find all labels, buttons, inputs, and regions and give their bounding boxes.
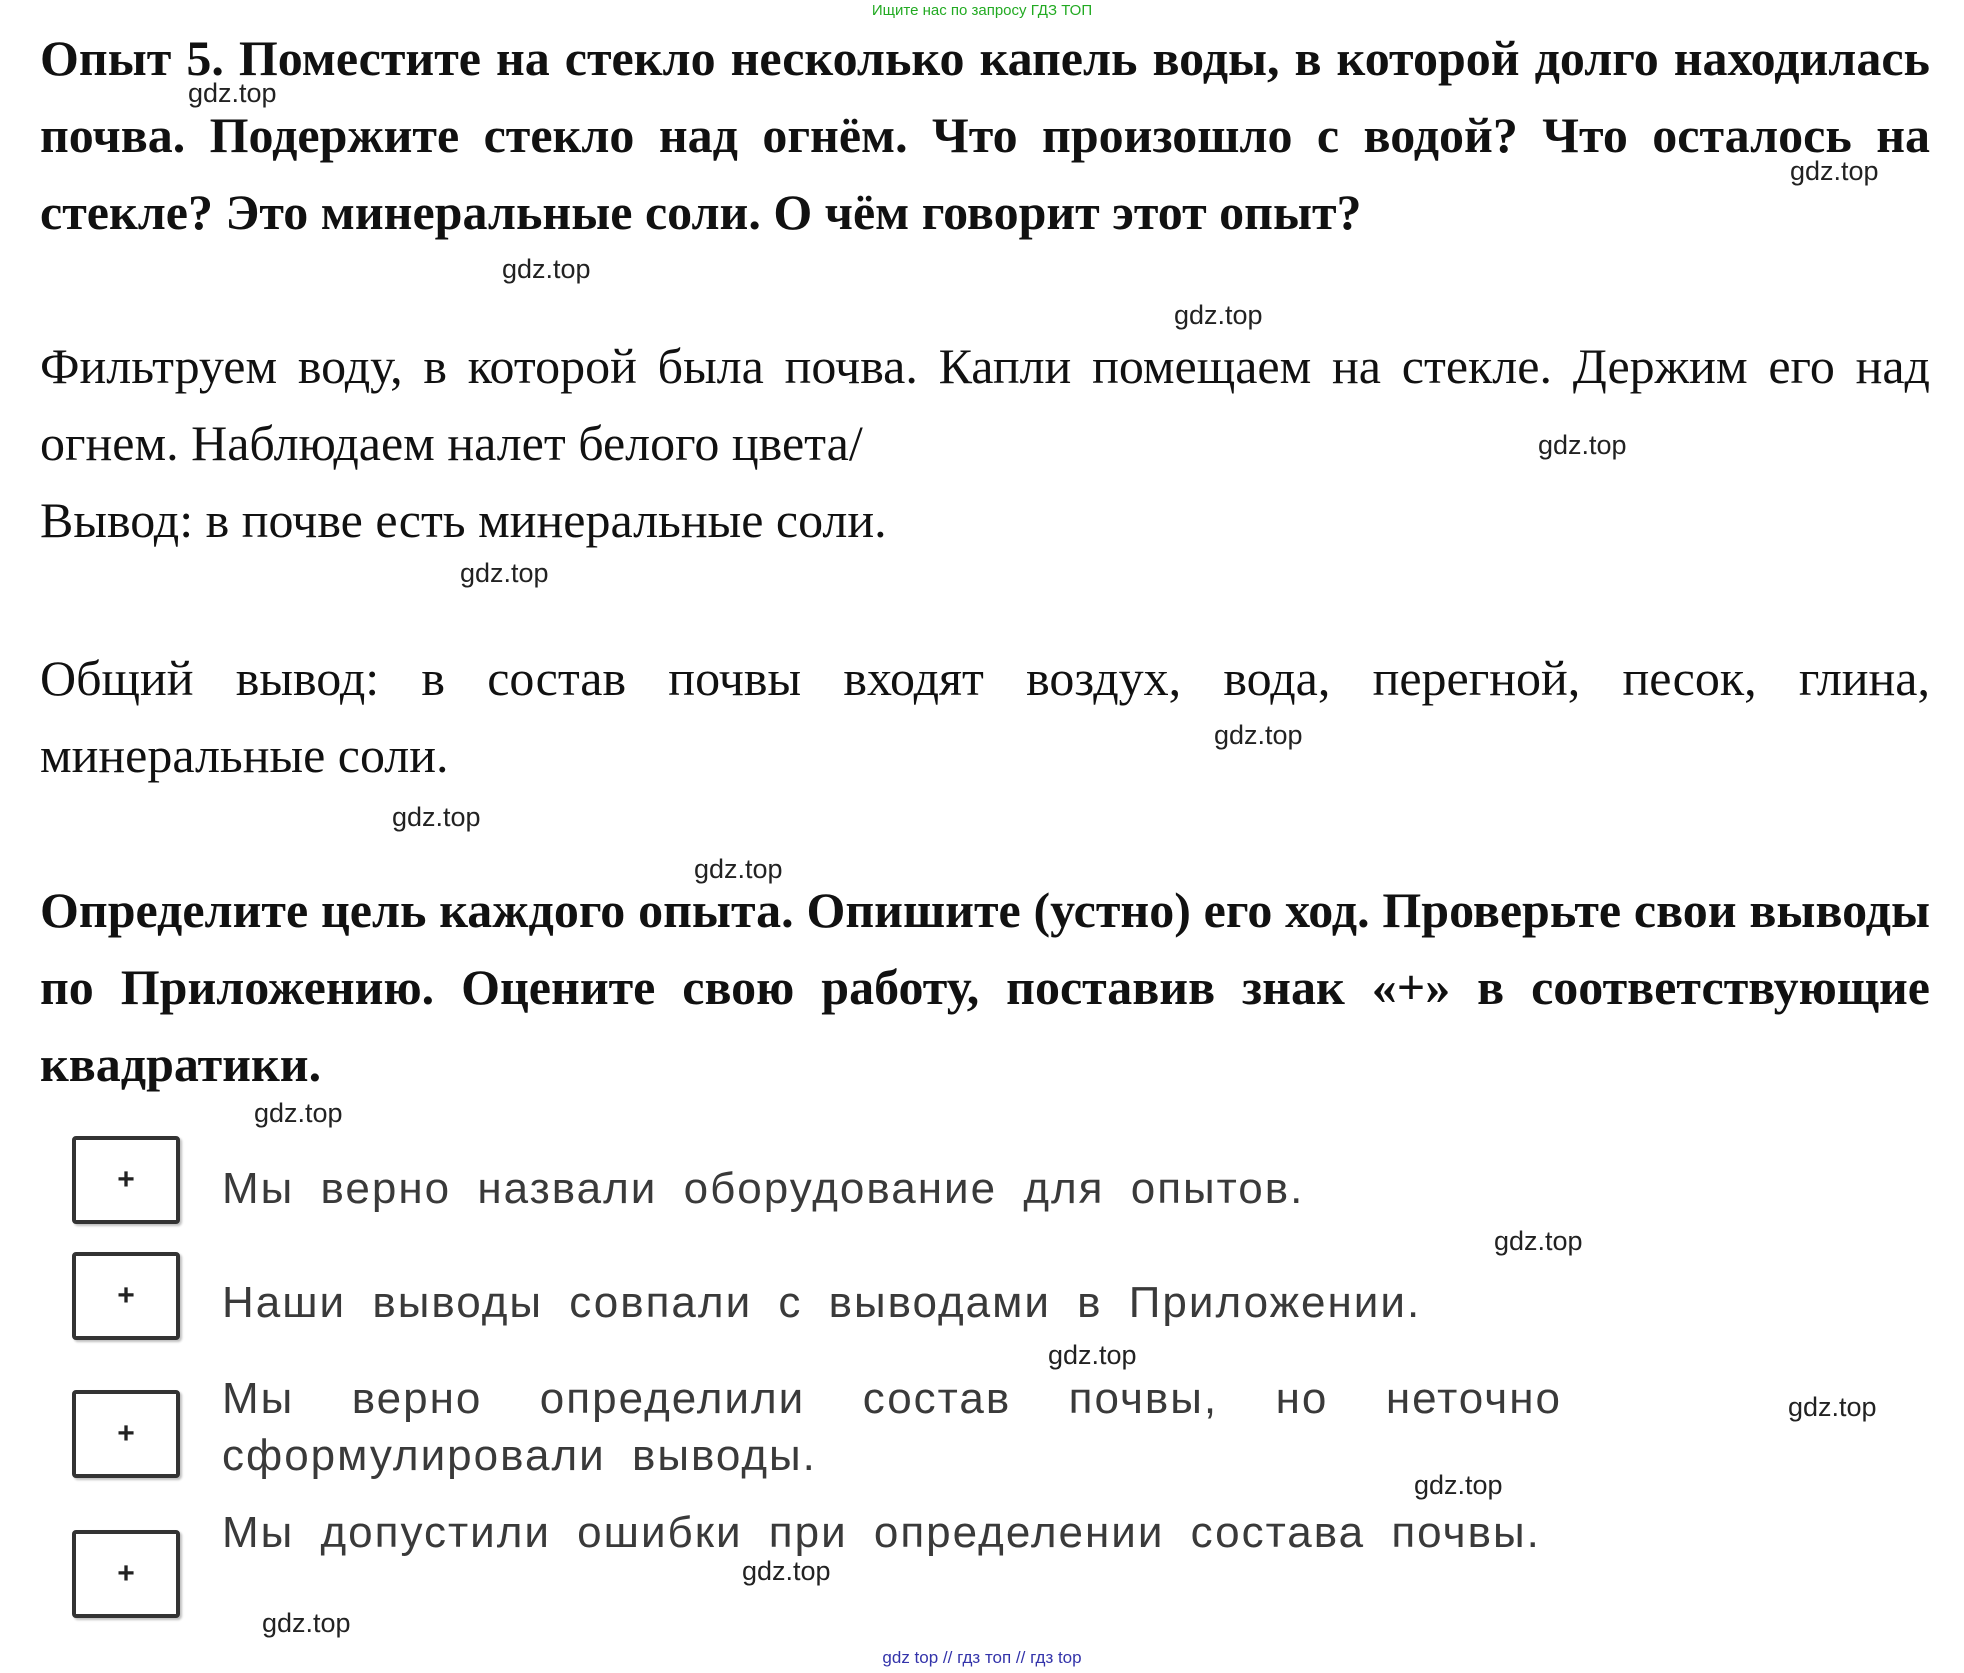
plus-mark: + bbox=[117, 1557, 135, 1590]
plus-mark: + bbox=[117, 1417, 135, 1450]
footer-watermark: gdz top // гдз топ // гдз top bbox=[882, 1648, 1082, 1667]
watermark: gdz.top bbox=[1494, 1226, 1583, 1256]
watermark: gdz.top bbox=[1790, 156, 1879, 186]
plus-mark: + bbox=[117, 1279, 135, 1312]
experiment-5-answer: Фильтруем воду, в которой была почва. Капли помещаем на стекле. Держим его над огнем. Наблюдаем налет белого цвета/ bbox=[40, 338, 1930, 471]
watermark: gdz.top bbox=[1414, 1470, 1503, 1500]
experiment-5-conclusion: Вывод: в почве есть минеральные соли. bbox=[40, 492, 887, 548]
watermark: gdz.top bbox=[502, 254, 591, 284]
watermark: gdz.top bbox=[1048, 1340, 1137, 1370]
watermark: gdz.top bbox=[188, 78, 277, 108]
checklist-label: Мы верно назвали оборудование для опытов. bbox=[222, 1164, 1305, 1213]
checklist-label: Наши выводы совпали с выводами в Приложении. bbox=[222, 1278, 1422, 1327]
watermark: gdz.top bbox=[742, 1556, 831, 1586]
watermark: gdz.top bbox=[460, 558, 549, 588]
checklist-label: Мы верно определили состав почвы, но неточно сформулировали выводы. bbox=[222, 1374, 1562, 1480]
watermark: gdz.top bbox=[1214, 720, 1303, 750]
plus-mark: + bbox=[117, 1163, 135, 1196]
experiment-5-question: Опыт 5. Поместите на стекло несколько капель воды, в которой долго находилась почва. Подержите стекло над огнём. Что произошло с водой? Что осталось на стекле? Это минеральные соли. О чём говорит этот опыт? bbox=[40, 30, 1930, 240]
checklist-label: Мы допустили ошибки при определении состава почвы. bbox=[222, 1508, 1541, 1557]
checkbox[interactable] bbox=[72, 1252, 180, 1340]
watermark: gdz.top bbox=[1538, 430, 1627, 460]
watermark: gdz.top bbox=[392, 802, 481, 832]
task-instruction: Определите цель каждого опыта. Опишите (устно) его ход. Проверьте свои выводы по Приложению. Оцените свою работу, поставив знак «+» в соответствующие квадратики. bbox=[40, 882, 1930, 1092]
checkbox[interactable] bbox=[72, 1530, 180, 1618]
checkbox[interactable] bbox=[72, 1136, 180, 1224]
watermark: gdz.top bbox=[1788, 1392, 1877, 1422]
watermark: gdz.top bbox=[694, 854, 783, 884]
top-banner: Ищите нас по запросу ГДЗ ТОП bbox=[871, 2, 1093, 19]
watermark: gdz.top bbox=[262, 1608, 351, 1638]
watermark: gdz.top bbox=[254, 1098, 343, 1128]
general-conclusion: Общий вывод: в состав почвы входят воздух, вода, перегной, песок, глина, минеральные соли. bbox=[40, 650, 1930, 783]
watermark: gdz.top bbox=[1174, 300, 1263, 330]
checkbox[interactable] bbox=[72, 1390, 180, 1478]
